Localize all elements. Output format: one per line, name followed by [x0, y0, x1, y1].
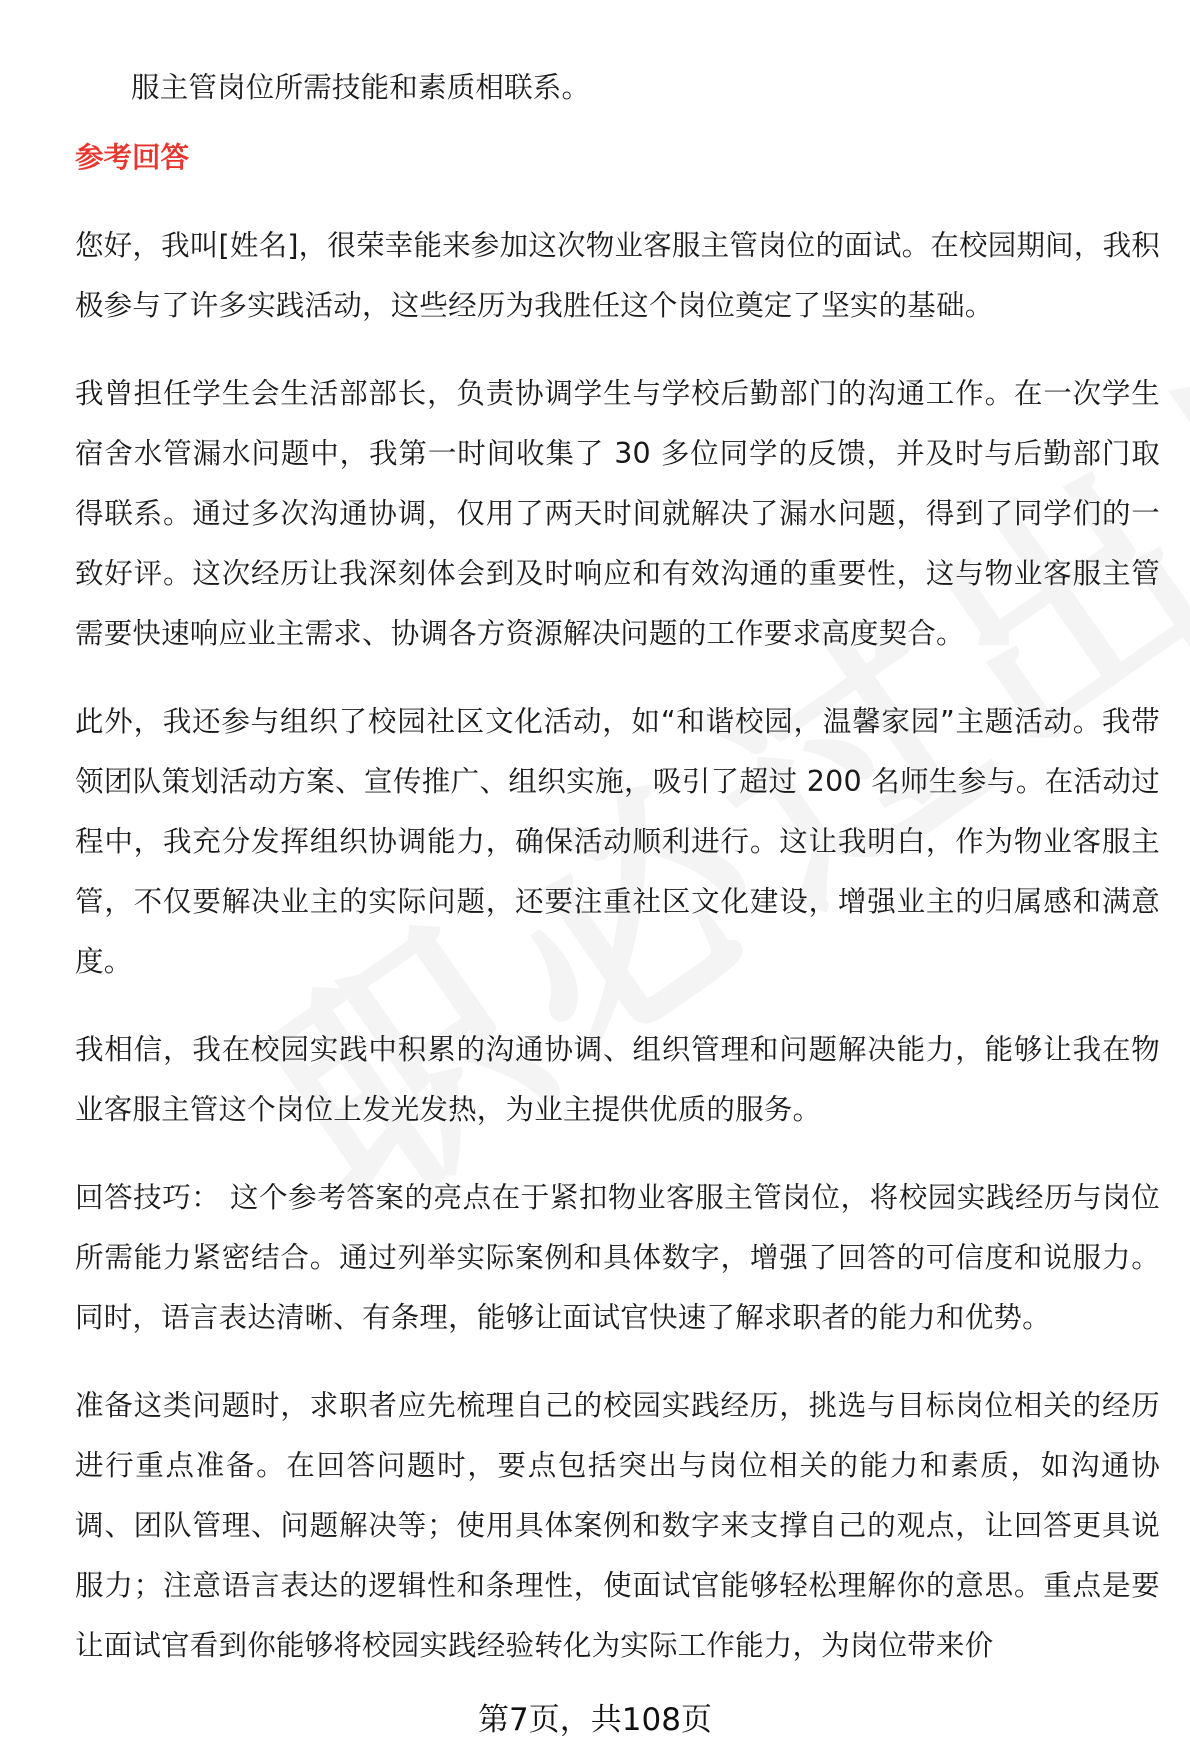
paragraph-student-union: 我曾担任学生会生活部部长，负责协调学生与学校后勤部门的沟通工作。在一次学生宿舍水管漏水问题中，我第一时间收集了 30 多位同学的反馈，并及时与后勤部门取得联系。通过多次沟通协调，仅用了两天时间就解决了漏水问题，得到了同学们的一致好评。这次经历让我深刻体会到及时响应和有效沟通的重要性，这与物业客服主管需要快速响应业主需求、协调各方资源解决问题的工作要求高度契合。: [75, 377, 1160, 650]
paragraph-campus-activity: 此外，我还参与组织了校园社区文化活动，如“和谐校园，温馨家园”主题活动。我带领团队策划活动方案、宣传推广、组织实施，吸引了超过 200 名师生参与。在活动过程中，我充分发挥组织协调能力，确保活动顺利进行。这让我明白，作为物业客服主管，不仅要解决业主的实际问题，还要注重社区文化建设，增强业主的归属感和满意度。: [75, 705, 1160, 978]
paragraph-answer-tips: 回答技巧： 这个参考答案的亮点在于紧扣物业客服主管岗位，将校园实践经历与岗位所需能力紧密结合。通过列举实际案例和具体数字，增强了回答的可信度和说服力。同时，语言表达清晰、有条理，能够让面试官快速了解求职者的能力和优势。: [75, 1181, 1160, 1334]
section-heading: 参考回答: [75, 141, 190, 174]
intro-continuation: 服主管岗位所需技能和素质相联系。: [131, 71, 591, 104]
page-number: 第7页，共108页: [478, 1702, 712, 1738]
page-content: [75, 58, 1160, 1704]
paragraph-preparation: 准备这类问题时，求职者应先梳理自己的校园实践经历，挑选与目标岗位相关的经历进行重点准备。在回答问题时，要点包括突出与岗位相关的能力和素质，如沟通协调、团队管理、问题解决等；使用具体案例和数字来支撑自己的观点，让回答更具说服力；注意语言表达的逻辑性和条理性，使面试官能够轻松理解你的意思。重点是要让面试官看到你能够将校园实践经验转化为实际工作能力，为岗位带来价: [75, 1389, 1160, 1662]
paragraph-greeting: 您好，我叫[姓名]，很荣幸能来参加这次物业客服主管岗位的面试。在校园期间，我积极参与了许多实践活动，这些经历为我胜任这个岗位奠定了坚实的基础。: [75, 229, 1160, 322]
paragraph-conclusion: 我相信，我在校园实践中积累的沟通协调、组织管理和问题解决能力，能够让我在物业客服主管这个岗位上发光发热，为业主提供优质的服务。: [75, 1033, 1160, 1126]
